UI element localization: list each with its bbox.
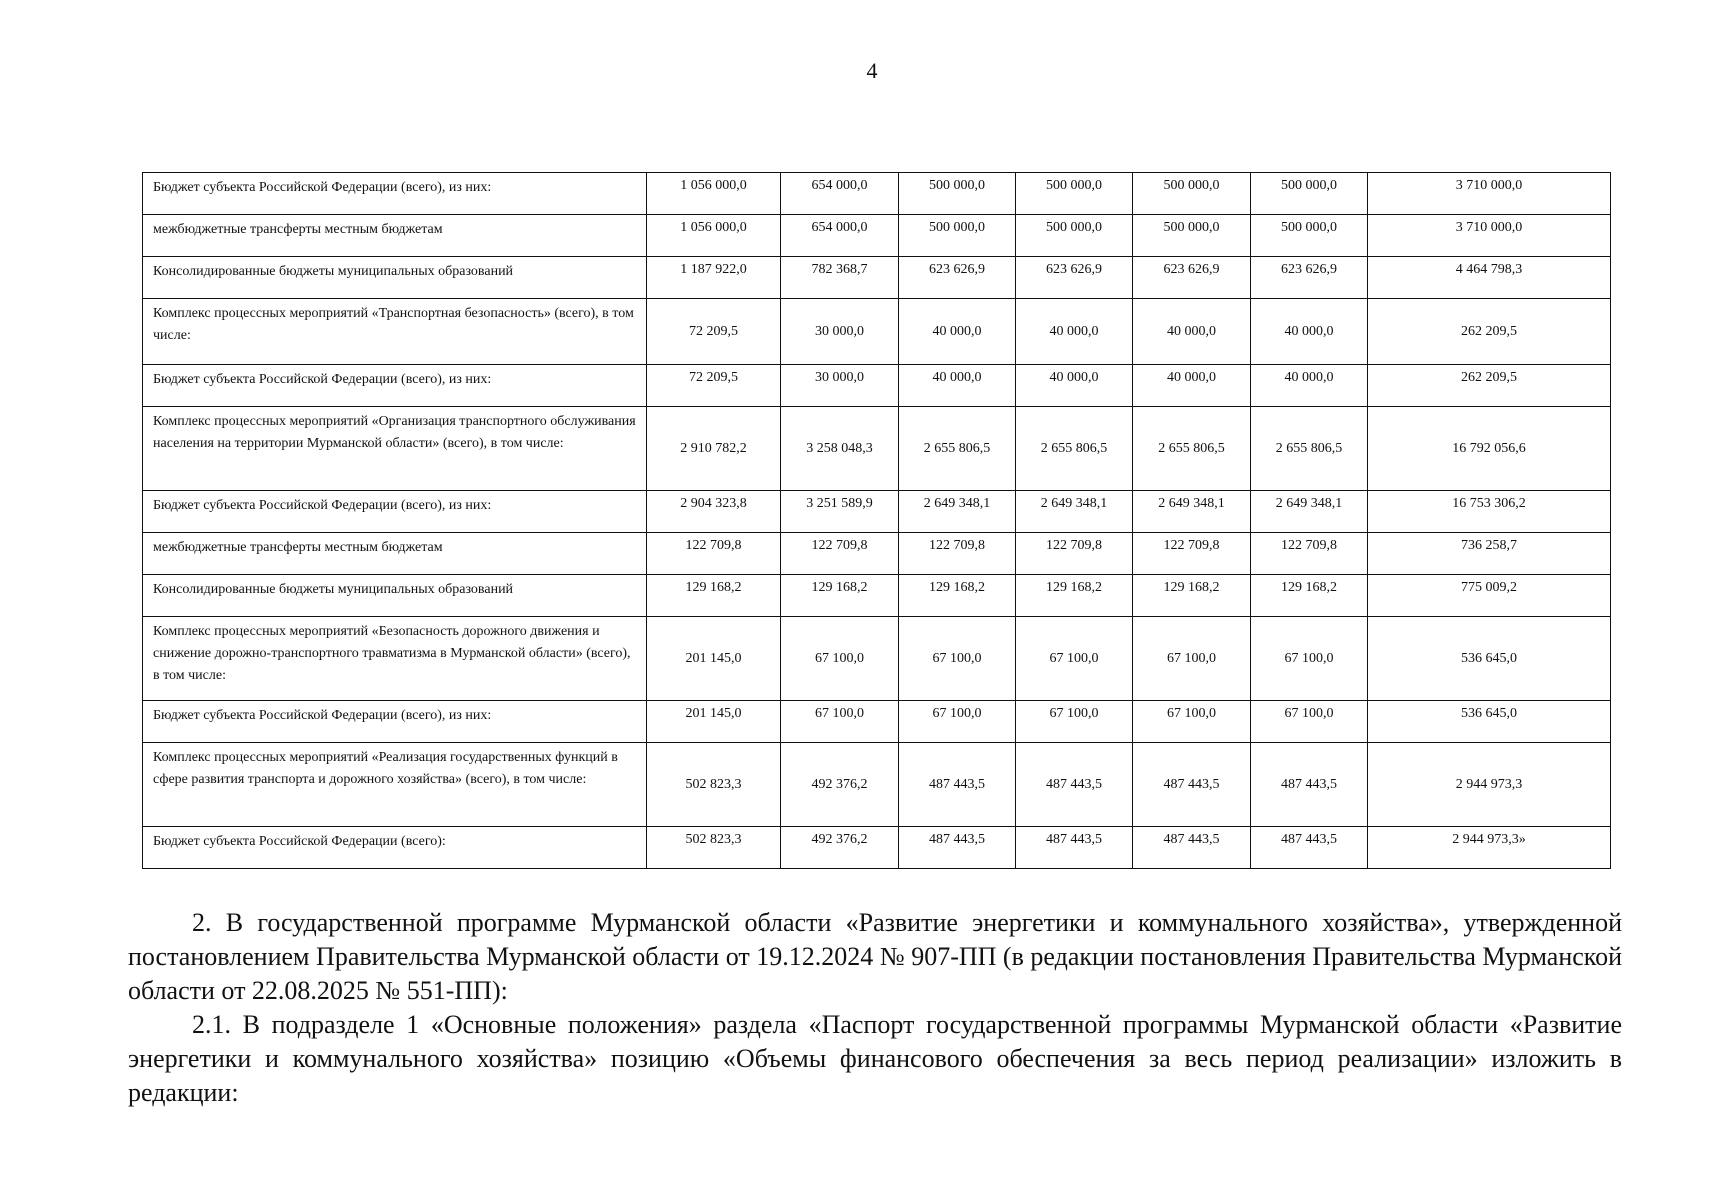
cell-value: 1 056 000,0	[647, 173, 781, 215]
cell-value: 67 100,0	[781, 701, 899, 743]
table-row	[143, 827, 1611, 869]
row-label: Бюджет субъекта Российской Федерации (всего), из них:	[143, 701, 647, 743]
cell-value: 2 904 323,8	[647, 491, 781, 533]
row-label: Комплекс процессных мероприятий «Транспортная безопасность» (всего), в том числе:	[143, 299, 647, 365]
cell-value: 40 000,0	[899, 299, 1016, 365]
table-row	[143, 365, 1611, 407]
cell-value: 122 709,8	[1016, 533, 1133, 575]
cell-total: 2 944 973,3	[1368, 743, 1611, 827]
row-label: межбюджетные трансферты местным бюджетам	[143, 533, 647, 575]
cell-value: 122 709,8	[1133, 533, 1251, 575]
cell-value: 129 168,2	[1251, 575, 1368, 617]
cell-value: 500 000,0	[1133, 215, 1251, 257]
cell-value: 1 187 922,0	[647, 257, 781, 299]
row-label: Комплекс процессных мероприятий «Безопасность дорожного движения и снижение дорожно-транспортного травматизма в Мурманской области» (всего), в том числе:	[143, 617, 647, 701]
cell-value: 40 000,0	[1133, 299, 1251, 365]
cell-value: 623 626,9	[899, 257, 1016, 299]
cell-value: 502 823,3	[647, 827, 781, 869]
cell-value: 129 168,2	[1133, 575, 1251, 617]
cell-value: 487 443,5	[1016, 743, 1133, 827]
cell-value: 654 000,0	[781, 215, 899, 257]
cell-value: 2 655 806,5	[1251, 407, 1368, 491]
cell-total: 775 009,2	[1368, 575, 1611, 617]
cell-value: 500 000,0	[1016, 173, 1133, 215]
cell-value: 67 100,0	[1016, 701, 1133, 743]
cell-value: 2 910 782,2	[647, 407, 781, 491]
cell-value: 67 100,0	[1251, 617, 1368, 701]
table-row	[143, 491, 1611, 533]
row-label: Консолидированные бюджеты муниципальных образований	[143, 575, 647, 617]
cell-value: 500 000,0	[1133, 173, 1251, 215]
cell-value: 67 100,0	[1251, 701, 1368, 743]
cell-value: 67 100,0	[899, 617, 1016, 701]
cell-value: 487 443,5	[899, 827, 1016, 869]
cell-value: 40 000,0	[1016, 365, 1133, 407]
cell-value: 129 168,2	[781, 575, 899, 617]
row-label: Бюджет субъекта Российской Федерации (всего), из них:	[143, 173, 647, 215]
cell-value: 122 709,8	[1251, 533, 1368, 575]
body-text	[128, 906, 1622, 1110]
cell-value: 40 000,0	[899, 365, 1016, 407]
cell-value: 623 626,9	[1251, 257, 1368, 299]
paragraph-2: 2. В государственной программе Мурманской области «Развитие энергетики и коммунального хозяйства», утвержденной постановлением Правительства Мурманской области от 19.12.2024 № 907-ПП (в редакции постановления Правительства Мурманской области от 22.08.2025 № 551-ПП):	[128, 908, 1622, 1005]
cell-value: 122 709,8	[781, 533, 899, 575]
cell-value: 201 145,0	[647, 701, 781, 743]
cell-total: 2 944 973,3»	[1368, 827, 1611, 869]
cell-value: 67 100,0	[899, 701, 1016, 743]
cell-total: 4 464 798,3	[1368, 257, 1611, 299]
table-row	[143, 617, 1611, 701]
cell-value: 487 443,5	[899, 743, 1016, 827]
cell-value: 40 000,0	[1251, 299, 1368, 365]
cell-total: 16 792 056,6	[1368, 407, 1611, 491]
cell-value: 2 649 348,1	[899, 491, 1016, 533]
cell-value: 502 823,3	[647, 743, 781, 827]
table-row	[143, 257, 1611, 299]
cell-value: 487 443,5	[1133, 827, 1251, 869]
cell-value: 67 100,0	[1133, 701, 1251, 743]
cell-value: 67 100,0	[1016, 617, 1133, 701]
cell-value: 2 649 348,1	[1133, 491, 1251, 533]
cell-value: 40 000,0	[1251, 365, 1368, 407]
cell-value: 2 655 806,5	[1016, 407, 1133, 491]
cell-value: 201 145,0	[647, 617, 781, 701]
cell-value: 122 709,8	[647, 533, 781, 575]
cell-value: 500 000,0	[1016, 215, 1133, 257]
cell-total: 536 645,0	[1368, 701, 1611, 743]
cell-value: 2 655 806,5	[1133, 407, 1251, 491]
cell-value: 492 376,2	[781, 743, 899, 827]
cell-total: 3 710 000,0	[1368, 173, 1611, 215]
cell-total: 16 753 306,2	[1368, 491, 1611, 533]
table-row	[143, 743, 1611, 827]
cell-value: 2 649 348,1	[1251, 491, 1368, 533]
row-label: Консолидированные бюджеты муниципальных образований	[143, 257, 647, 299]
financing-table	[142, 172, 1611, 869]
cell-value: 487 443,5	[1133, 743, 1251, 827]
cell-value: 623 626,9	[1133, 257, 1251, 299]
cell-value: 487 443,5	[1251, 827, 1368, 869]
cell-value: 30 000,0	[781, 299, 899, 365]
table-row	[143, 215, 1611, 257]
table-row	[143, 533, 1611, 575]
table-row	[143, 575, 1611, 617]
cell-value: 500 000,0	[899, 215, 1016, 257]
row-label: Бюджет субъекта Российской Федерации (всего), из них:	[143, 491, 647, 533]
cell-value: 67 100,0	[781, 617, 899, 701]
cell-value: 67 100,0	[1133, 617, 1251, 701]
cell-total: 262 209,5	[1368, 299, 1611, 365]
cell-value: 129 168,2	[647, 575, 781, 617]
cell-value: 3 251 589,9	[781, 491, 899, 533]
cell-value: 500 000,0	[1251, 173, 1368, 215]
cell-value: 40 000,0	[1016, 299, 1133, 365]
cell-value: 500 000,0	[899, 173, 1016, 215]
cell-value: 2 649 348,1	[1016, 491, 1133, 533]
cell-total: 536 645,0	[1368, 617, 1611, 701]
cell-value: 487 443,5	[1251, 743, 1368, 827]
row-label: Комплекс процессных мероприятий «Реализация государственных функций в сфере развития транспорта и дорожного хозяйства» (всего), в том числе:	[143, 743, 647, 827]
cell-total: 3 710 000,0	[1368, 215, 1611, 257]
cell-value: 129 168,2	[899, 575, 1016, 617]
cell-value: 40 000,0	[1133, 365, 1251, 407]
cell-value: 782 368,7	[781, 257, 899, 299]
cell-value: 30 000,0	[781, 365, 899, 407]
cell-value: 129 168,2	[1016, 575, 1133, 617]
cell-value: 487 443,5	[1016, 827, 1133, 869]
table-row	[143, 173, 1611, 215]
row-label: Бюджет субъекта Российской Федерации (всего), из них:	[143, 365, 647, 407]
cell-value: 500 000,0	[1251, 215, 1368, 257]
page-number: 4	[866, 58, 878, 83]
cell-value: 72 209,5	[647, 365, 781, 407]
cell-value: 654 000,0	[781, 173, 899, 215]
cell-total: 262 209,5	[1368, 365, 1611, 407]
table-row	[143, 299, 1611, 365]
financing-table-body	[143, 173, 1611, 869]
table-row	[143, 407, 1611, 491]
cell-value: 1 056 000,0	[647, 215, 781, 257]
paragraph-2-1: 2.1. В подразделе 1 «Основные положения» раздела «Паспорт государственной программы Мурманской области «Развитие энергетики и коммунального хозяйства» позицию «Объемы финансового обеспечения за весь период реализации» изложить в редакции:	[128, 1010, 1622, 1107]
row-label: Бюджет субъекта Российской Федерации (всего):	[143, 827, 647, 869]
row-label: Комплекс процессных мероприятий «Организация транспортного обслуживания населения на территории Мурманской области» (всего), в том числе:	[143, 407, 647, 491]
cell-value: 623 626,9	[1016, 257, 1133, 299]
cell-total: 736 258,7	[1368, 533, 1611, 575]
row-label: межбюджетные трансферты местным бюджетам	[143, 215, 647, 257]
cell-value: 122 709,8	[899, 533, 1016, 575]
cell-value: 3 258 048,3	[781, 407, 899, 491]
cell-value: 492 376,2	[781, 827, 899, 869]
cell-value: 2 655 806,5	[899, 407, 1016, 491]
table-row	[143, 701, 1611, 743]
cell-value: 72 209,5	[647, 299, 781, 365]
